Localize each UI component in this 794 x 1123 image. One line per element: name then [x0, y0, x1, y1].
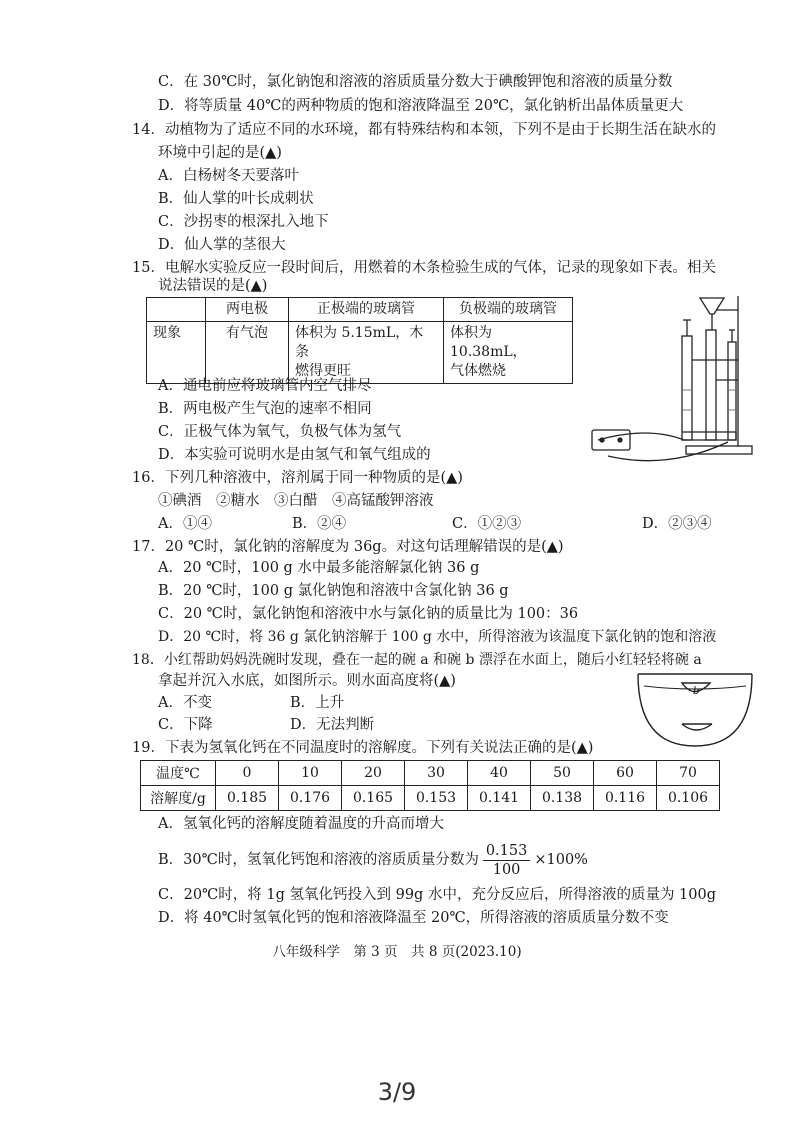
table-row-temperature	[141, 761, 720, 786]
solubility-cell: 0.165	[342, 786, 405, 811]
table-header-positive: 正极端的玻璃管	[289, 298, 444, 322]
temp-cell: 70	[657, 761, 720, 786]
solubility-table	[140, 760, 720, 811]
solubility-cell: 0.116	[594, 786, 657, 811]
q16-option-b: B．②④	[292, 516, 347, 532]
q15-option-b: B．两电极产生气泡的速率不相同	[158, 401, 372, 417]
q13-option-c: C．在 30℃时，氯化钠饱和溶液的溶质质量分数大于碘酸钾饱和溶液的质量分数	[158, 74, 673, 90]
q17-option-b: B．20 ℃时，100 g 氯化钠饱和溶液中含氯化钠 36 g	[158, 583, 509, 599]
temp-cell: 50	[531, 761, 594, 786]
q19-option-b	[158, 838, 588, 882]
q18-option-a: A．不变	[158, 695, 212, 711]
temp-cell: 10	[279, 761, 342, 786]
fraction	[483, 842, 531, 879]
fraction-denominator: 100	[492, 861, 521, 878]
bowl-b-label: b	[693, 686, 700, 697]
temp-cell: 0	[216, 761, 279, 786]
q15-stem-line1: 15．电解水实验反应一段时间后，用燃着的木条检验生成的气体，记录的现象如下表。相关	[132, 260, 716, 276]
q18-option-d: D．无法判断	[290, 717, 375, 733]
q18-stem-line2: 拿起并沉入水底，如图所示。则水面高度将(▲)	[158, 673, 456, 689]
solubility-cell: 0.153	[405, 786, 468, 811]
table-row-label: 现象	[147, 322, 206, 384]
q14-option-a: A．白杨树冬天要落叶	[158, 168, 299, 184]
table-row-solubility	[141, 786, 720, 811]
q14-option-d: D．仙人掌的茎很大	[158, 237, 286, 253]
temp-cell: 20	[342, 761, 405, 786]
q16-option-d: D．②③④	[642, 516, 712, 532]
solubility-cell: 0.176	[279, 786, 342, 811]
positive-line1: 体积为 5.15mL，木条	[295, 325, 424, 360]
q17-option-a: A．20 ℃时，100 g 水中最多能溶解氯化钠 36 g	[158, 560, 480, 576]
q15-results-table	[146, 297, 573, 384]
temp-label: 温度℃	[141, 761, 216, 786]
q18-option-c: C．下降	[158, 717, 213, 733]
q17-option-d: D．20 ℃时，将 36 g 氯化钠溶解于 100 g 水中，所得溶液为该温度下氯化钠的饱和溶液	[158, 629, 717, 645]
q16-option-c: C．①②③	[452, 516, 522, 532]
table-cell-negative	[444, 322, 573, 384]
negative-line1: 体积为 10.38mL，	[450, 325, 527, 360]
q18-option-b: B．上升	[290, 695, 345, 711]
q13-option-d: D．将等质量 40℃的两种物质的饱和溶液降温至 20℃，氯化钠析出晶体质量更大	[158, 98, 684, 114]
table-header-negative: 负极端的玻璃管	[444, 298, 573, 322]
solubility-cell: 0.106	[657, 786, 720, 811]
q14-option-b: B．仙人掌的叶长成刺状	[158, 191, 314, 207]
q19-option-b-suffix: ×100%	[534, 852, 588, 868]
q18-stem-line1: 18．小红帮助妈妈洗碗时发现，叠在一起的碗 a 和碗 b 漂浮在水面上，随后小红轻轻将碗 a	[132, 652, 702, 668]
page-indicator: 3/9	[377, 1078, 417, 1106]
q19-option-c: C．20℃时，将 1g 氢氧化钙投入到 99g 水中，充分反应后，所得溶液的质量为 100g	[158, 887, 717, 903]
table-cell-positive	[289, 322, 444, 384]
table-cell-electrodes: 有气泡	[206, 322, 289, 384]
q15-stem-line2: 说法错误的是(▲)	[158, 278, 268, 294]
negative-line2: 气体燃烧	[450, 363, 506, 379]
q19-option-b-text: B．30℃时，氢氧化钙饱和溶液的溶质质量分数为	[158, 852, 479, 868]
temp-cell: 60	[594, 761, 657, 786]
q19-option-a: A．氢氧化钙的溶解度随着温度的升高而增大	[158, 816, 444, 832]
positive-line2: 燃得更旺	[295, 363, 351, 379]
q19-stem: 19．下表为氢氧化钙在不同温度时的溶解度。下列有关说法正确的是(▲)	[132, 740, 594, 756]
solubility-cell: 0.185	[216, 786, 279, 811]
solubility-label: 溶解度/g	[141, 786, 216, 811]
q15-option-d: D．本实验可说明水是由氢气和氧气组成的	[158, 447, 431, 463]
q14-stem-line1: 14．动植物为了适应不同的水环境，都有特殊结构和本领，下列不是由于长期生活在缺水的	[132, 122, 716, 138]
q19-option-d: D．将 40℃时氢氧化钙的饱和溶液降温至 20℃，所得溶液的溶质质量分数不变	[158, 910, 669, 926]
q15-option-c: C．正极气体为氧气，负极气体为氢气	[158, 424, 402, 440]
page-footer: 八年级科学 第 3 页 共 8 页(2023.10)	[272, 944, 522, 960]
solubility-cell: 0.138	[531, 786, 594, 811]
temp-cell: 40	[468, 761, 531, 786]
bowl-figure	[636, 670, 754, 750]
q16-items: ①碘酒 ②糖水 ③白醋 ④高锰酸钾溶液	[158, 493, 434, 509]
temp-cell: 30	[405, 761, 468, 786]
q16-option-a: A．①④	[158, 516, 212, 532]
table-header-electrodes: 两电极	[206, 298, 289, 322]
q17-stem: 17．20 ℃时，氯化钠的溶解度为 36g。对这句话理解错误的是(▲)	[132, 539, 564, 555]
fraction-numerator: 0.153	[483, 842, 531, 861]
electrolysis-apparatus-figure	[588, 290, 758, 462]
q14-option-c: C．沙拐枣的根深扎入地下	[158, 214, 329, 230]
q14-stem-line2: 环境中引起的是(▲)	[158, 145, 282, 161]
q17-option-c: C．20 ℃时，氯化钠饱和溶液中水与氯化钠的质量比为 100：36	[158, 606, 579, 622]
q15-option-a: A．通电前应将玻璃管内空气排尽	[158, 378, 372, 394]
solubility-cell: 0.141	[468, 786, 531, 811]
q16-stem: 16．下列几种溶液中，溶剂属于同一种物质的是(▲)	[132, 470, 463, 486]
